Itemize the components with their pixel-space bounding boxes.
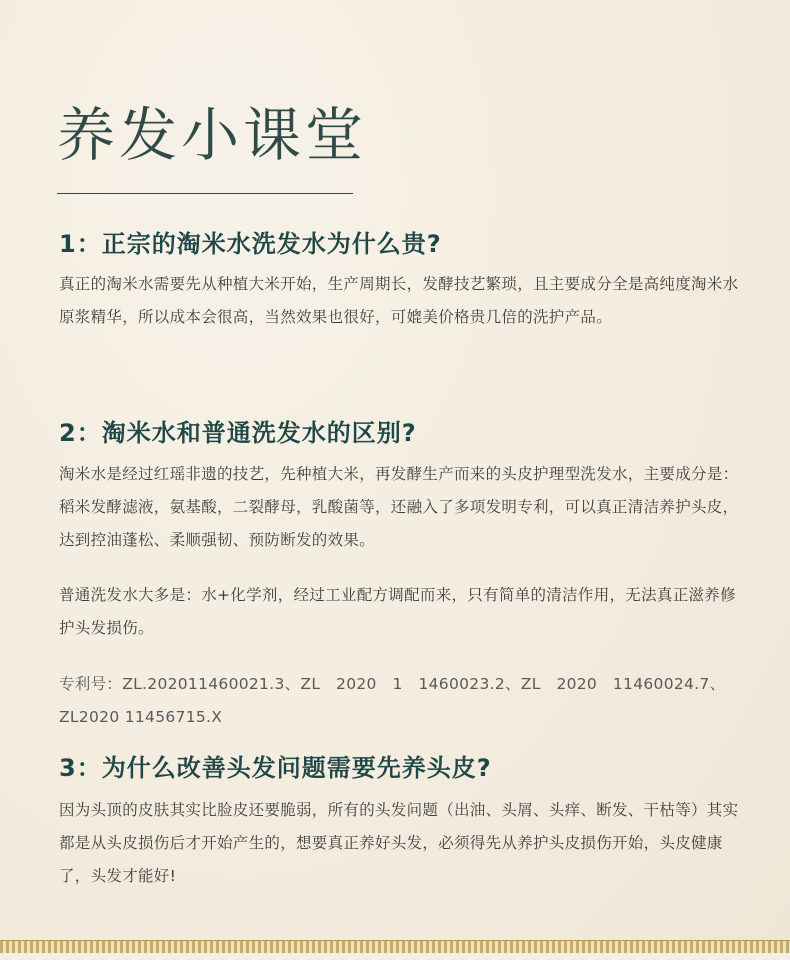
patent-numbers: 专利号：ZL.202011460021.3、ZL 2020 1 1460023.2、ZL 2020 11460024.7、ZL2020 11456715.X: [59, 675, 726, 726]
title-underline: [57, 193, 353, 194]
section-2-paragraph-1: 淘米水是经过红瑶非遗的技艺，先种植大米，再发酵生产而来的头皮护理型洗发水，主要成分是：稻米发酵滤液，氨基酸，二裂酵母，乳酸菌等，还融入了多项发明专利，可以真正清洁养护头皮，达到控油蓬松、柔顺强韧、预防断发的效果。: [59, 465, 739, 549]
decorative-gold-border: [0, 940, 790, 954]
section-2-heading: 2：淘米水和普通洗发水的区别?: [59, 419, 417, 447]
section-3-paragraph: 因为头顶的皮肤其实比脸皮还要脆弱，所有的头发问题（出油、头屑、头痒、断发、干枯等）其实都是从头皮损伤后才开始产生的，想要真正养好头发，必须得先从养护头皮损伤开始，头皮健康了，头发才能好!: [59, 801, 739, 885]
bottom-edge: [0, 953, 790, 960]
page-title: 养发小课堂: [57, 101, 368, 169]
section-3-heading: 3：为什么改善头发问题需要先养头皮?: [59, 754, 492, 782]
section-1-paragraph: 真正的淘米水需要先从种植大米开始，生产周期长，发酵技艺繁琐，且主要成分全是高纯度淘米水原浆精华，所以成本会很高，当然效果也很好，可媲美价格贵几倍的洗护产品。: [59, 275, 739, 326]
section-1-heading: 1：正宗的淘米水洗发水为什么贵?: [59, 230, 442, 258]
section-2-paragraph-2: 普通洗发水大多是：水+化学剂，经过工业配方调配而来，只有简单的清洁作用，无法真正滋养修护头发损伤。: [59, 586, 736, 637]
